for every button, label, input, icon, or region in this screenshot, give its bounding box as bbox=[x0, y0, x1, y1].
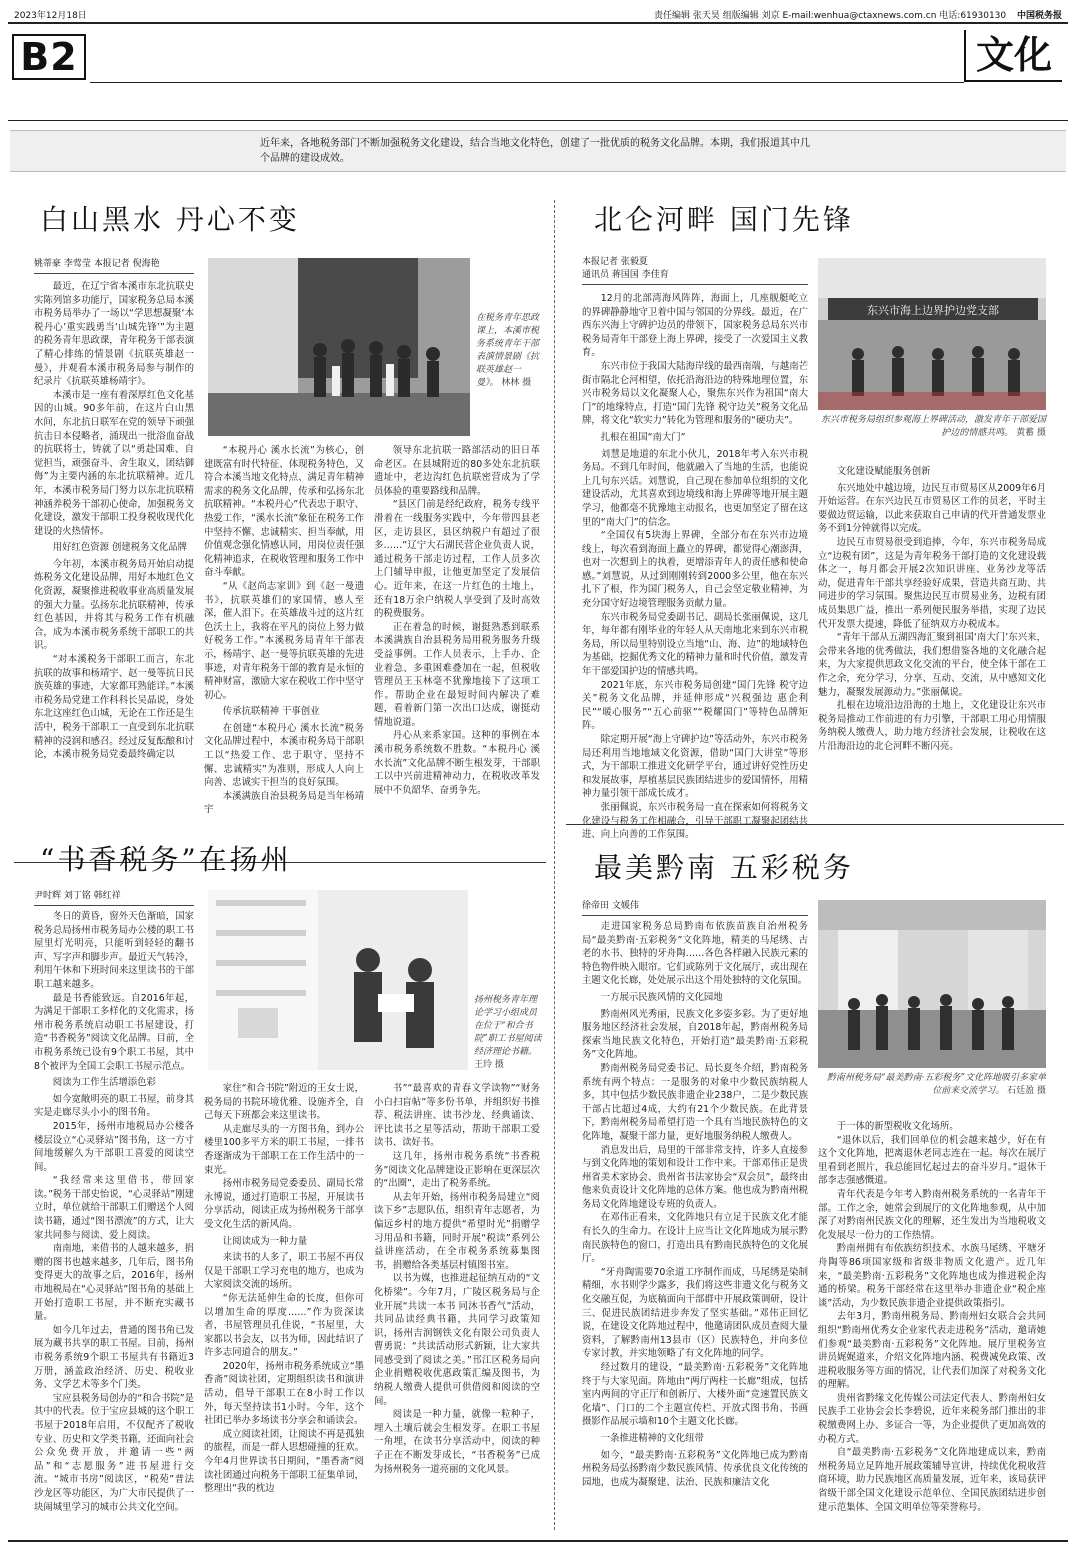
paragraph: 本溪满族自治县税务局是当年杨靖宇 bbox=[204, 790, 364, 816]
page-number: B2 bbox=[12, 34, 86, 80]
masthead-bottom-rule bbox=[8, 120, 1068, 121]
subheading: 让阅读成为一种力量 bbox=[222, 1235, 308, 1247]
photo-credit: 石廷盈 摄 bbox=[1007, 1086, 1046, 1096]
editor-info: 责任编辑 张天昊 组版编辑 刘京 E-mail:wenhua@ctaxnews.com.cn 电话:61930130 bbox=[654, 11, 1007, 21]
subheading: 传承抗联精神 干事创业 bbox=[222, 706, 320, 718]
article3-headline: “书香税务”在扬州 bbox=[40, 843, 292, 876]
paragraph: 本溪市是一座有着深厚红色文化基因的山城。90多年前，在这片白山黑水间，东北抗日联军在党的领导下顽强抗击日本侵略者，涌现出一批浴血奋战的抗联将士，铸就了以“勇赴国难、自觉担当，顽强奋斗、舍生取义，团结御侮”为主要内涵的东北抗联精神。近几年，本溪市税务局门努力以东北抗联精神涵养税务干部初心使命，加强税务文化建设，激发干部职工投身税收现代化建设的火热情怀。 bbox=[34, 389, 194, 537]
article1-col1 bbox=[34, 280, 194, 820]
paragraph: 12月的北部湾海风阵阵，海面上，几座舰艇屹立的界碑静静地守卫着中国与邻国的分界线。最近，在广西东兴海上守碑护边员的带领下，国家税务总局东兴市税务局青年干部登上海上界碑，接受了一次爱国主义教育。 bbox=[582, 293, 808, 359]
paragraph: 南南地，来借书的人越来越多，捐赠的图书也越来越多，几年后，图书角变得更大的故事之后，2016年，扬州市地税局在“心灵驿站”图书角的基础上开始打造职工书屋，并不断充实藏书量。 bbox=[34, 1243, 194, 1323]
paragraph: 东兴市税务局党委副书记、副局长张丽佩说，这几年，每年都有刚毕业的年轻人从天南地北来到东兴市税务局，所以局里特别设立当地“山、海、边”的地域特色为基础，挖掘优秀文化的精神力量和时代价值，激发青年干部爱国护边的情感共鸣。 bbox=[582, 611, 808, 678]
masthead-rule bbox=[90, 82, 964, 83]
paragraph: 这几年，扬州市税务系统“书香税务”阅读文化品牌建设正影响在更深层次的“出圈”，走出了税务系统。 bbox=[374, 1150, 540, 1190]
paragraph: 扎根在边境沿边沿海的土地上，文化建设让东兴市税务局推动工作前进的有力引擎，干部职工用心用情服务纳税人缴费人，助力地方经济社会发展，让税收在这片沿海沿边的北仑河畔不断闪亮。 bbox=[818, 700, 1046, 752]
paragraph: 去年3月，黔南州税务局、黔南州妇女联合会共同组织“黔南州优秀女企业家代表走进税务”活动，邀请她们参观“最美黔南·五彩税务”文化阵地。展厅里税务宣讲员娓娓道来，介绍文化阵地内涵、税费减免政策、改进税收服务等方面的情况，让代表们加深了对税务文化的理解。 bbox=[818, 1311, 1046, 1391]
paragraph: “从《赵尚志家训》到《赵一曼遗书》，抗联英雄们的家国情，感人至深，催人泪下。在英雄战斗过的这片红色沃土上，我将在平凡的岗位上努力做好税务工作。”本溪税务局青年干部表示，杨靖宇、赵一曼等抗联英雄的先进事迹，对青年税务干部的教育是永恒的精神财富，激励大家在税收工作中坚守初心。 bbox=[204, 580, 364, 701]
paragraph: 黔南州拥有布依族纺织技术、水族马尾绣、平塘牙舟陶等86项国家级和省级非物质文化遗产。近几年来，“最美黔南·五彩税务”文化阵地也成为推进税企沟通的桥梁。税务干部经常在这里举办非遗企业“税企座谈”活动，为少数民族非遗企业提供政策指引。 bbox=[818, 1243, 1046, 1309]
paragraph: 扬州市税务局党委委员、副局长常永博说，通过打造职工书屋，开展读书分享活动，阅读正成为扬州税务干部享受文化生活的新风尚。 bbox=[204, 1178, 364, 1230]
caption-text: 黔南州税务局“最美黔南·五彩税务”文化阵地吸引多家单位前来交流学习。 bbox=[826, 1073, 1046, 1096]
article1-col2 bbox=[204, 444, 364, 820]
paragraph: 丹心从来系家国。这种的事例在本溪市税务系统数不胜数。“本税丹心 溪水长流”文化品牌不断生根发芽，干部职工以中兴前进精神动力，在税收改革发展中不负韶华、奋勇争先。 bbox=[374, 730, 540, 796]
paragraph: 刘慧是地道的东北小伙儿，2018年考入东兴市税务局。不到几年时间，他就融入了当地的生活，也能说上几句东兴话。刘慧说，自己现在参加单位组织的文化建设活动，尤其喜欢到边境线和海上界碑等地开展主题学习，他都毫不犹豫地主动报名，也更加坚定了留在这里的“南大门”的信念。 bbox=[582, 448, 808, 528]
article1-photo bbox=[208, 258, 470, 436]
paragraph: 阅读是一种力量，就像一粒种子，埋入土壤后就会生根发芽。在职工书屋一角埋，在读书分享活动中，阅读的种子正在不断发芽成长，“书香税务”已成为扬州税务一道亮丽的文化风景。 bbox=[374, 1409, 540, 1475]
article2-col2 bbox=[818, 462, 1046, 814]
paragraph: “县区门前是经纪政府，税务专线平滑着在一线服务实践中，今年带四县老区，走访县区，县区纳税户有超过了很多……”辽宁大石湖民营企业负责人说，通过税务干部走访过程，工作人员多次上门辅导申报，让他更加坚定了发展信心。近年来，在这一片红色的土地上，还有18万余户纳税人享受到了及时高效的税费服务。 bbox=[374, 499, 540, 620]
article3-caption bbox=[474, 994, 542, 1070]
article2-col1 bbox=[582, 292, 808, 841]
paragraph: 如今几年过去，普通的图书角已发展为藏书共享的职工书屋。目前，扬州市税务系统9个职工书屋共有书籍近3万册，涵盖政治经济、历史、税收业务、文学艺术等多个门类。 bbox=[34, 1324, 194, 1391]
article4-photo bbox=[818, 900, 1046, 1068]
paragraph: 2015年，扬州市地税局办公楼各楼层设立“心灵驿站”图书角，这一方寸间地缓解久为干部职工喜爱的阅读空间。 bbox=[34, 1120, 194, 1173]
paragraph: 东兴市位于我国大陆海岸线的最西南端，与越南芒街市隔北仑河相望，依托沿海沿边的特殊地理位置，东兴市税务局以文化凝聚人心，聚焦东兴作为祖国“南大门”的地缘特点，打造“国门先锋 税守边关”税务文化品牌，将文化“软实力”转化为管理和服务的“硬功夫”。 bbox=[582, 360, 808, 427]
newspaper-name: 中国税务报 bbox=[1016, 11, 1062, 21]
paragraph: “我经常来这里借书，带回家读。”税务干部史怡说，“心灵驿站”刚建立时，单位就给干部职工们赠送个人阅读书籍，通过“图书漂流”的方式，让大家共同参与阅读、爱上阅读。 bbox=[34, 1175, 194, 1241]
paragraph: 成立阅读社团，让阅读不再是孤独的旅程，而是一群人思想碰撞的狂欢。今年4月世界读书日期间，“墨香斋”阅读社团通过向税务干部职工征集单词，整理出“我的枕边 bbox=[204, 1428, 364, 1495]
article3-photo bbox=[208, 890, 468, 1070]
paragraph: 2020年，扬州市税务系统成立“墨香斋”阅读社团，定期组织读书和演讲活动，倡导干部职工在8小时工作以外，每天坚持读书1小时。今年，这个社团已举办多场读书分享会和诵读会。 bbox=[204, 1360, 365, 1427]
article2-photo bbox=[818, 258, 1046, 410]
stage-performance-photo bbox=[208, 258, 470, 436]
paragraph: 从走廊尽头的一方图书角，到办公楼里100多平方米的职工书屋，一排书香逐渐成为干部职工在工作生活中的一束光。 bbox=[204, 1123, 364, 1176]
issue-date: 2023年12月18日 bbox=[14, 11, 87, 21]
article4-headline: 最美黔南 五彩税务 bbox=[594, 851, 854, 884]
subheading: 阅读为工作生活增添色彩 bbox=[52, 1077, 156, 1089]
paragraph: 在创建“本税丹心 溪水长流”税务文化品牌过程中，本溪市税务局干部职工以“热爱工作、忠于职守、坚持不懈、忠诚精实”为准则，形成人人向上向善、忠诚实干担当的良好氛围。 bbox=[204, 722, 364, 789]
paragraph: 除定期开展“海上守碑护边”等活动外，东兴市税务局还利用当地地域文化资源，借助“国门大讲堂”等形式，为干部职工推进文化研学平台，通过讲好党性历史和发展故事，厚植基层民族团结进步的爱国情怀，用精神力量引领干部成长成才。 bbox=[582, 734, 808, 800]
paragraph: “本税丹心 溪水长流”为核心，创建既富有时代特征、体现税务特色，又符合本溪当地文化特点、满足青年精神需求的税务文化品牌，传承和弘扬东北抗联精神。“本税丹心”代表忠于职守、热爱工作，“溪水长流”象征在税务工作中坚持不懈、忠诚精实、担当奉献，用价值观念强化情感认同，用岗位责任强化精神追求，在税收管理和服务工作中奋斗奉献。 bbox=[204, 445, 364, 579]
paragraph: 黔南州税务局党委书记、局长夏冬介绍，黔南税务系统有两个特点：一是服务的对象中少数民族纳税人多，其中包括少数民族非遗企业238户，二是少数民族干部占比超过4成，大约有21个少数民族。在此背景下，黔南州税务局希望打造一个具有当地民族特色的文化阵地，凝聚干部力量，更好地服务纳税人缴费人。 bbox=[582, 1062, 808, 1142]
paragraph: 领导东北抗联一路部活动的旧日革命老区。在县城附近的80多处东北抗联遗址中，老边沟红色抗联密营成为了学员体验的重要路线和品牌。 bbox=[374, 445, 540, 497]
border-marker-photo bbox=[818, 258, 1046, 410]
paragraph: 2021年底，东兴市税务局创建“国门先锋 税守边关”税务文化品牌，并延伸形成“兴税强边 惠企利民”“暖心服务”“五心前驱”“税耀国门”等特色品牌矩阵。 bbox=[582, 679, 808, 732]
intro-box bbox=[10, 130, 1066, 172]
paragraph: “退休以后，我们回单位的机会越来越少，好在有这个文化阵地，把离退休老同志连在一起。每次在展厅里看到老照片，我总能回忆起过去的奋斗岁月。”退休干部李志强感慨道。 bbox=[818, 1134, 1046, 1187]
reading-room-photo bbox=[208, 890, 468, 1070]
paragraph: 家住“和合书院”附近的王女士说，税务局的书院环境优雅、设施齐全，自己每天下班都会来这里读书。 bbox=[204, 1083, 364, 1122]
subheading: 文化建设赋能服务创新 bbox=[836, 466, 931, 477]
paragraph: 如今宽敞明亮的职工书屋，前身其实是走廊尽头小小的图书角。 bbox=[34, 1093, 194, 1119]
paragraph: 最近，在辽宁省本溪市东北抗联史实陈列馆多功能厅，国家税务总局本溪市税务局举办了一场以“学思想凝聚‘本税丹心’重实践勇当‘山城先锋’”为主题的税务青年思政课，青年税务干部表演了精心排练的情景剧《抗联英雄赵一曼》，并观看本溪市税务局参与制作的纪录片《抗联英雄杨靖宇》。 bbox=[34, 281, 194, 388]
article3-col3 bbox=[374, 1082, 540, 1530]
paragraph: “对本溪税务干部职工而言，东北抗联的故事和杨靖宇、赵一曼等抗日民族英雄的事迹，大家都耳熟能详。”本溪市税务局党建工作科科长吴晶说，身处东北这座红色山城，无论在工作还是生活中，税务干部职工一直受到东北抗联精神的浸润和感召。经过反复酝酿和讨论，本溪市税务局党委最终确定以 bbox=[34, 654, 194, 761]
article3-col1 bbox=[34, 910, 194, 1530]
paragraph: 今年初，本溪市税务局开始启动提炼税务文化建设品牌，用好本地红色文化资源，凝聚推进税收事业高质量发展的强大力量。弘扬东北抗联精神，传承红色基因，并将其与税务工作有机融合，成为本溪市税务系统干部职工的共识。 bbox=[34, 558, 194, 652]
article1-byline: 姚蒂豪 李莺莹 本报记者 倪海艳 bbox=[34, 258, 194, 274]
paragraph: 消息发出后，局里的干部非常支持，许多人直接参与到文化阵地的策划和设计工作中来。干部邓伟正是贵州省美术家协会、贵州省书法家协会“双会员”，最终由他来负责设计文化阵地的总体方案。他也成为黔南州税务局文化阵地建设专班的负责人。 bbox=[582, 1144, 808, 1210]
photo-credit: 黄蓄 摄 bbox=[1016, 428, 1046, 438]
page-header-bar bbox=[14, 6, 1062, 22]
header-rule bbox=[8, 22, 1068, 24]
article1-caption bbox=[476, 312, 540, 442]
subheading: 用好红色资源 创建税务文化品牌 bbox=[52, 542, 188, 554]
paragraph: “牙舟陶需要70余道工序制作而成，马尾绣是染制精细，水书则学少露多，我们将这些非遗文化与税务文化交融互促，为底稿面向干部群中开展政策调研，设计三、促进民族团结进步奔发了坚实基础。”邓伟正回忆说，在建设文化阵地过程中，他邀请团队成员查阅大量资料，了解黔南州13县市（区）民族特色，并向多位专家讨教，并实地领略了有文化阵地的同学。 bbox=[582, 1266, 808, 1360]
paragraph: 青年代表是今年考入黔南州税务系统的一名青年干部。工作之余，她常会到展厅的文化阵地参观，从中加深了对黔南州民族文化的理解，还生发出为当地税收文化发展尽一份力的工作热情。 bbox=[818, 1188, 1046, 1241]
paragraph: 从去年开始，扬州市税务局建立“阅读下乡”志愿队伍，组织青年志愿者，为偏远乡村的地方提供“希望时光”捐赠学习用品和书籍，同时开展“税读”系列公益讲座活动，在全市税务系统募集图书，捐赠给各类基层村镇图书室。 bbox=[374, 1191, 540, 1271]
photo-credit: 王玲 摄 bbox=[474, 1060, 504, 1070]
article1-col3 bbox=[374, 444, 540, 820]
paragraph: 来读书的人多了，职工书屋不再仅仅是干部职工学习充电的地方，也成为大家阅读交流的场所。 bbox=[204, 1252, 364, 1291]
paragraph: 走进国家税务总局黔南布依族苗族自治州税务局“最美黔南·五彩税务”文化阵地，精美的马尾绣、古老的水书、独特的牙舟陶……各色各样融入民族元素的特色物件映入眼帘。它们或陈列于文化展厅，或出现在主题文化长廊，处处展示出这个用处独特的文化氛围。 bbox=[582, 921, 808, 987]
article2-caption bbox=[818, 414, 1046, 454]
paragraph: 贵州省黔缘文化传媒公司法定代表人、黔南州妇女民族手工业协会会长李碧说，近年来税务部门推出的非税缴费网上办、多证合一等，为企业提供了更加高效的办税方式。 bbox=[818, 1392, 1046, 1445]
paragraph: 冬日的黄昏，窗外天色渐暗，国家税务总局扬州市税务局办公楼的职工书屋里灯光明亮，只能听到轻轻的翻书声、写字声和脚步声。最近天气转冷，利用午休和下班时间来这里读书的干部职工越来越多。 bbox=[34, 911, 194, 990]
photo-credit: 林林 摄 bbox=[501, 378, 532, 388]
paragraph: 边民互市贸易很受到追捧，今年，东兴市税务局成立“边税有团”，这是为青年税务干部打造的文化建设载体之一，每月都会开展2次知识讲座、业务沙龙等活动，促进青年干部共享经验好成果，营造共商互助、共同进步的学习氛围。聚焦边民互市贸易业务，边税有团成员集思广益，推出一系列便民服务举措，实现了边民代开发票大提速，降低了征纳双方办税成本。 bbox=[818, 536, 1046, 630]
paragraph: 于一体的新型税收文化场所。 bbox=[836, 1121, 959, 1132]
caption-text: 扬州税务青年理论学习小组成员在位于“和合书院”职工书屋阅读经济理论书籍。 bbox=[474, 995, 542, 1057]
footer-rule bbox=[8, 1540, 1068, 1542]
paragraph: “青年干部从五湖四海汇聚到祖国‘南大门’东兴来，会带来各地的优秀做法，我们想借鉴各地的文化融合起来，为大家提供思政文化交流的平台，使全体干部在工作之余，充分学习，分享、互动、交流，从中感知文化魅力，凝聚发展源动力。”张丽佩说。 bbox=[818, 632, 1046, 698]
paragraph: 经过数月的建设，“最美黔南·五彩税务”文化阵地终于与大家见面。阵地由“两厅两柱一长廊”组成，包括室内两间的守正厅和创新厅、大楼外面“竞速置民族文化墙”、门口的二个主题宣传栏、开放式图书角、书画摄影作品展示墙和10个主题文化长廊。 bbox=[582, 1362, 808, 1428]
article2-byline: 本报记者 张毅夏 通讯员 蒋国国 李佳育 bbox=[582, 256, 808, 285]
paragraph: “你无法延伸生命的长度，但你可以增加生命的厚度……”作为资深读者，书屋管理员孔佳说，“书屋里，大家都以书会友，以书为师，因此结识了许多志同道合的朋友。” bbox=[204, 1292, 364, 1359]
paragraph: 自“最美黔南·五彩税务”文化阵地建成以来，黔南州税务局立足阵地开展政策辅导宣讲，持续优化税收营商环境，助力民族地区高质量发展，近年来，该局获评省级干部全国文化建设示范单位、全国民族团结进步创建示范集体、全国文明单位等荣誉称号。 bbox=[818, 1447, 1046, 1513]
subheading: 一条推进精神的文化纽带 bbox=[600, 1432, 704, 1444]
section-title: 文化 bbox=[964, 30, 1062, 82]
photo-sign-text: 东兴市海上边界护边党支部 bbox=[867, 304, 999, 317]
paragraph: 宝应县税务局创办的“和合书院”是其中的代表。位于宝应县城的这个职工书屋于2018年启用，不仅配齐了税收专业、历史和文学类书籍，还面向社会公众免费开放，并邀请一些“两品”和“志愿服务”进书屋进行交流。“城市书房”阅读区，“税苑”普法沙龙区等功能区，为广大市民提供了一块闹城里学习的城市公共文化空间。 bbox=[34, 1392, 194, 1513]
paragraph: “全国仅有5块海上界碑，全部分布在东兴市边境线上，每次看到海面上矗立的界碑，都觉得心潮澎湃，也对一次想到上的执着，更增添青年人的责任感和使命感。”刘慧说，从过到刚刚转到2000多公里，他在东兴扎下了根，作为国门税务人，自己会坚定敬业精神，为充分国守好边境管理服务贡献力量。 bbox=[582, 530, 808, 610]
intro-text: 近年来，各地税务部门不断加强税务文化建设，结合当地文化特色，创建了一批优质的税务文化品牌。本期，我们报道其中几个品牌的建设成效。 bbox=[260, 138, 810, 164]
subheading: 一方展示民族风情的文化园地 bbox=[600, 991, 723, 1003]
caption-text: 东兴市税务局组织参观海上界碑活动，激发青年干部爱国护边的情感共鸣。 bbox=[820, 415, 1046, 438]
paragraph: 在邓伟正看来，文化阵地只有立足于民族文化才能有长久的生命力。在设计上应当让文化阵地成为展示黔南民族特色的窗口，打造出具有黔南民族特色的文化展厅。 bbox=[582, 1212, 808, 1265]
paragraph: 东兴地处中越边境，边民互市贸易区从2009年6月开始运营。在东兴边民互市贸易区工作的员老，平时主要做边贸运输，以此来获取自己申请的代开普通发票业务不到1分钟就得以完成。 bbox=[818, 482, 1046, 535]
article4-byline: 徐帝田 文媛伟 bbox=[582, 900, 808, 916]
article4-caption bbox=[818, 1072, 1046, 1112]
paragraph: 如今，“最美黔南·五彩税务”文化阵地已成为黔南州税务局弘扬黔南少数民族风情、传承优良文化传统的园地，也成为凝聚建、法治、民族和廉洁文化 bbox=[582, 1449, 808, 1488]
paragraph: 张丽佩说，东兴市税务局一直在探索如何将税务文化建设与税务工作相融合，引导干部职工凝聚起团结共进、向上向善的工作氛围。 bbox=[582, 801, 808, 841]
article4-col2 bbox=[818, 1120, 1046, 1530]
subheading: 扎根在祖国“南大门” bbox=[600, 431, 686, 443]
culture-hall-visit-photo bbox=[818, 900, 1046, 1068]
article1-headline: 白山黑水 丹心不变 bbox=[40, 203, 300, 236]
article2-headline: 北仑河畔 国门先锋 bbox=[594, 203, 854, 236]
paragraph: 最是书香能致远。自2016年起，为满足干部职工多样化的文化需求，扬州市税务系统启动职工书屋建设，打造“书香税务”阅读文化品牌。目前，全市税务系统已设有9个职工书屋，其中8个被评为全国工会职工书屋示范点。 bbox=[34, 992, 194, 1072]
paragraph: 正在着急的时候，谢挺熟悉到联系本溪满族自治县税务局用税务服务升级受益事例。工作人员表示，上手办、企业着急、多重困难叠加在一起，但税收管理员王玉林毫不犹豫地接下了这项工作。帮助企业在最短时间内解决了难题，看着新门第一次出口达成，谢挺动情地说道。 bbox=[374, 621, 540, 728]
article3-byline: 尹时辉 刘丁铭 韩红祥 bbox=[34, 890, 194, 906]
paragraph: 以书为媒，也推进起征纳互动的“文化桥梁”。今年7月，广陵区税务局与企业开展“共读一本书 同沐书香气”活动，共同品读经典书籍，共同学习政策知识，扬州吉润钢铁文化有限公司负责人曹勇说：“共读活动形式新颖，让大家共同感受到了阅读之美。”邗江区税务局向企业捐赠税收优惠政策汇编及图书，为纳税人缴费人提供可供借阅和阅读的空间。 bbox=[374, 1273, 540, 1407]
caption-text: 在税务青年思政课上，本溪市税务系统青年干部表演情景剧《抗联英雄赵一曼》。 bbox=[476, 313, 540, 388]
paragraph: 黔南州风光秀丽，民族文化多姿多彩。为了更好地服务地区经济社会发展，自2018年起，黔南州税务局探索当地民族文化特色，开始打造“最美黔南·五彩税务”文化阵地。 bbox=[582, 1008, 808, 1061]
article3-col2 bbox=[204, 1082, 364, 1530]
center-divider bbox=[554, 200, 555, 1530]
paragraph: 书”“最喜欢的青春文学读物”“财务小白扫盲帖”等多份书单，并组织好书推荐、税法讲座、读书沙龙、经典诵读、评比读书之星等活动，帮助干部职工爱读书、读好书。 bbox=[374, 1083, 540, 1149]
article4-col1 bbox=[582, 920, 808, 1530]
